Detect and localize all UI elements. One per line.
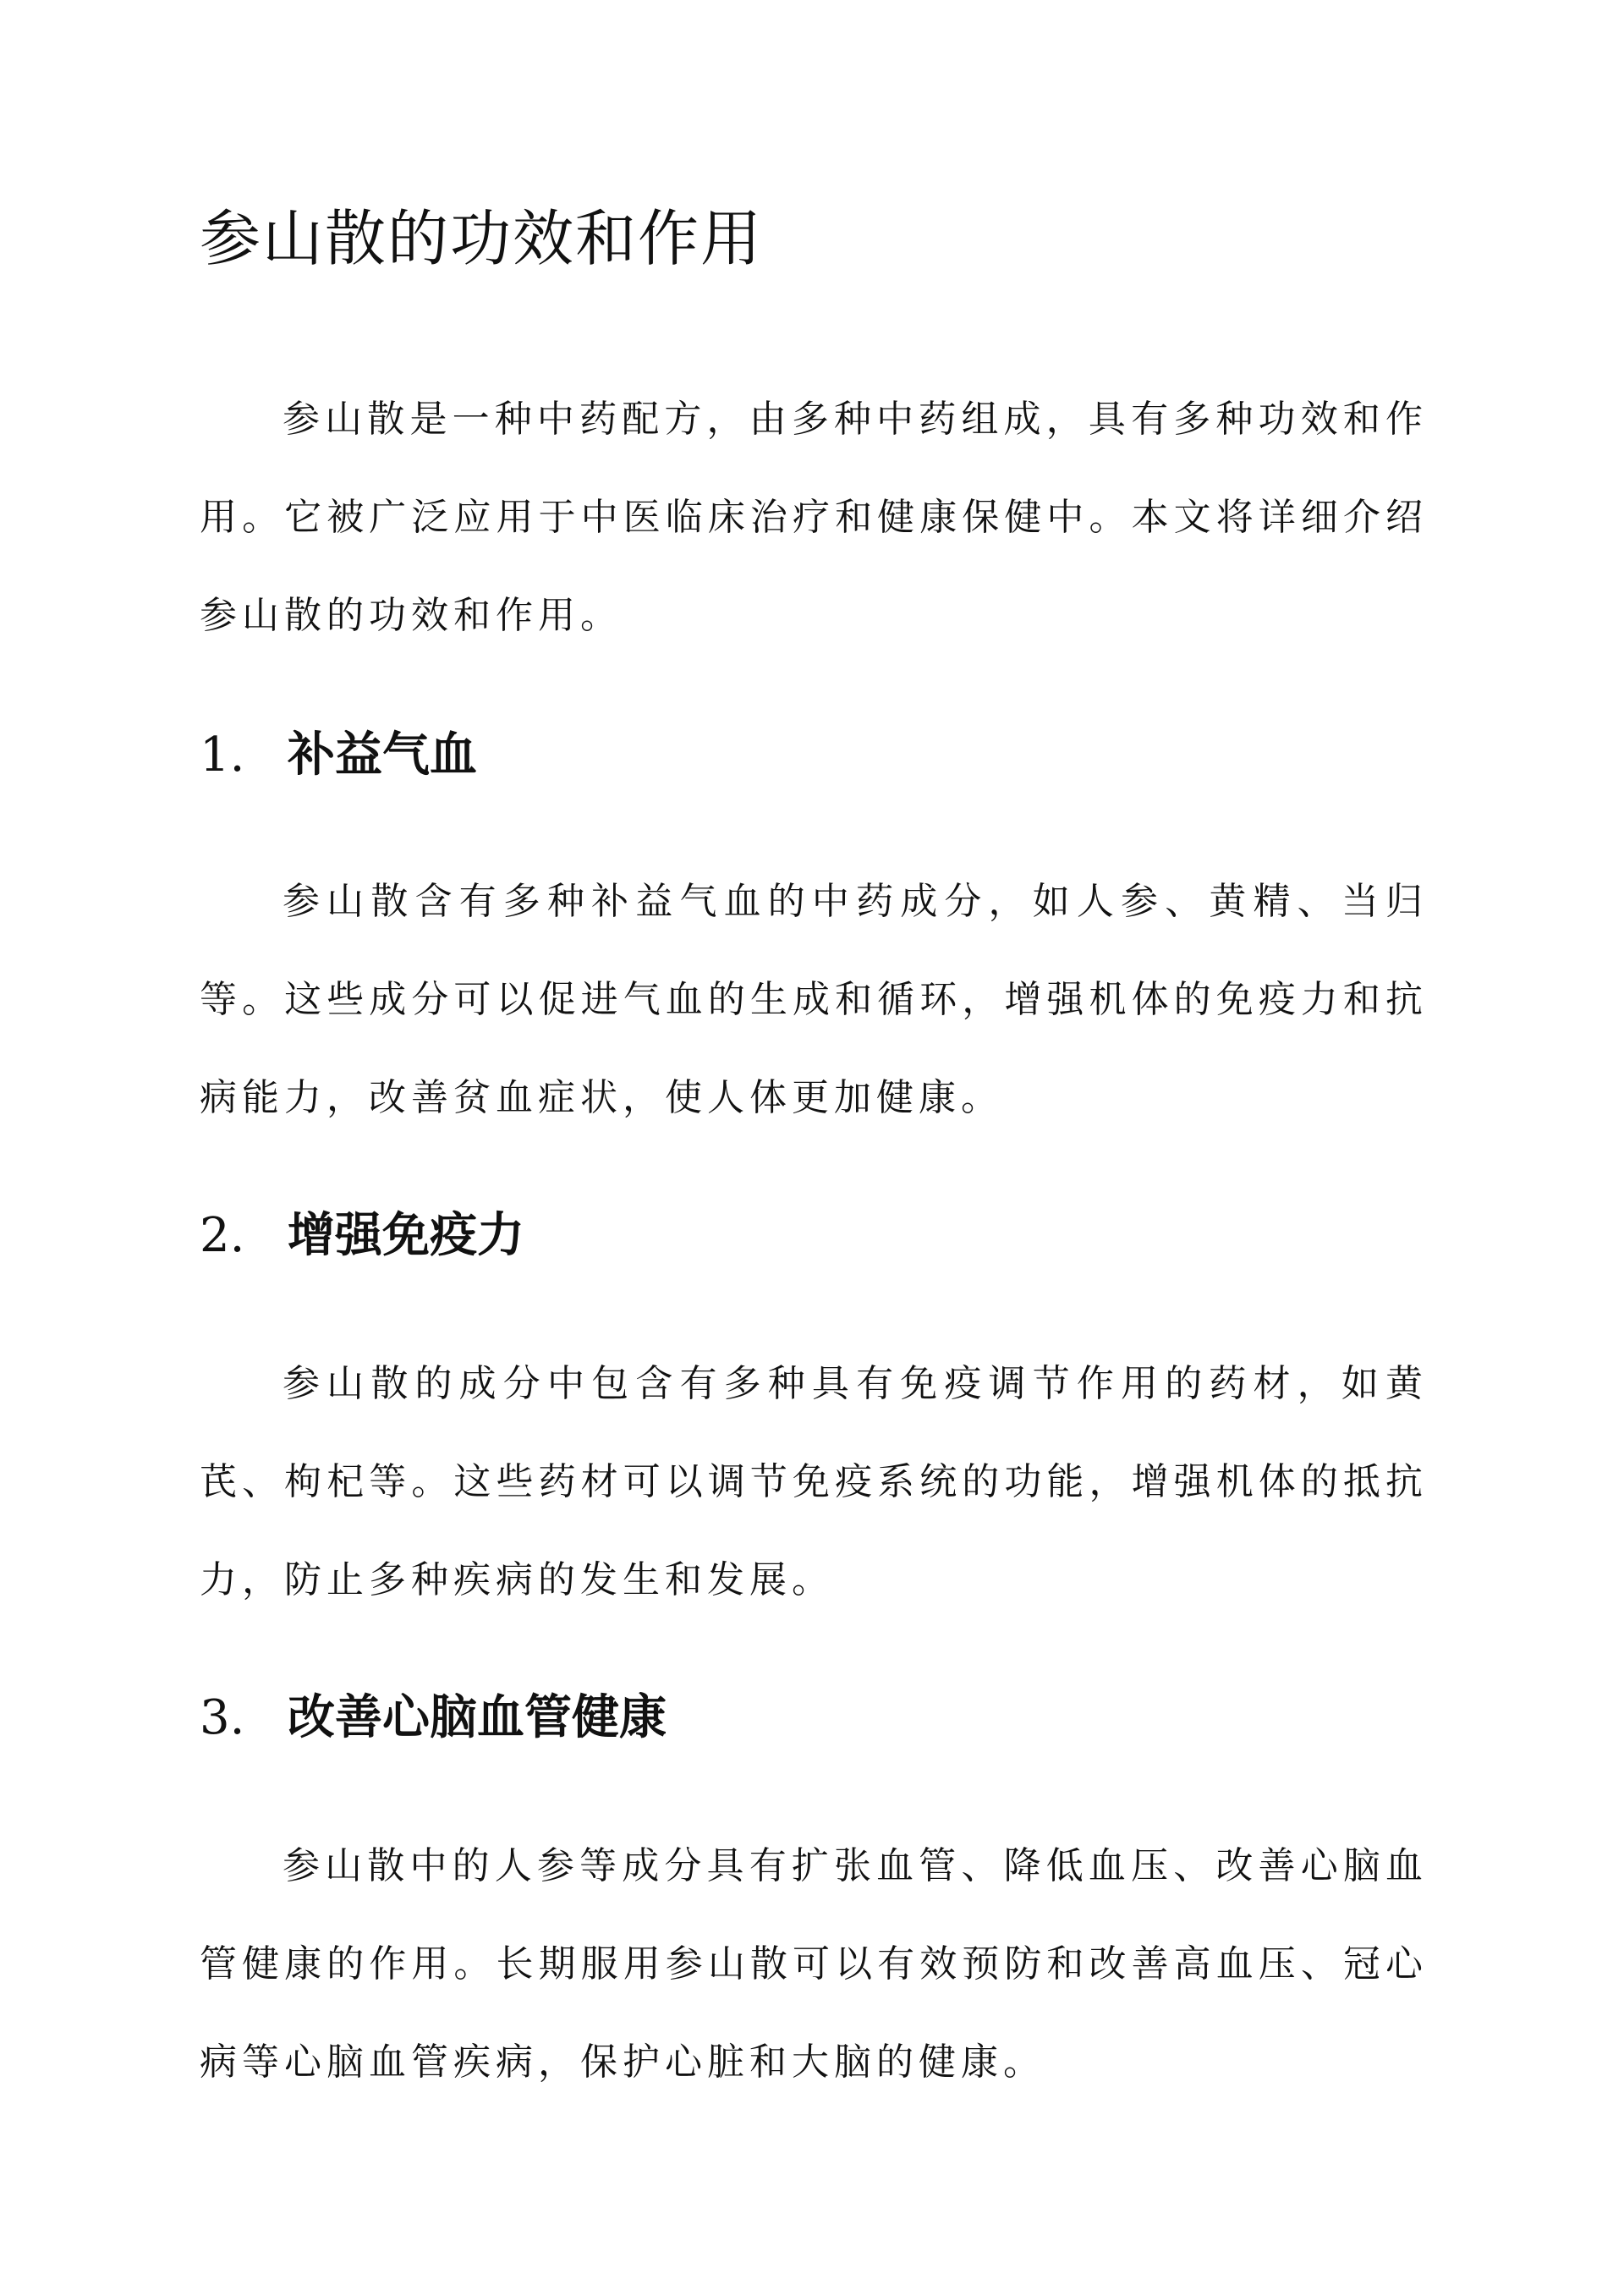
section-heading-2 xyxy=(200,1201,524,1270)
intro-paragraph: 参山散是一种中药配方，由多种中药组成，具有多种功效和作用。它被广泛应用于中医临床治疗和健康保健中。本文将详细介绍参山散的功效和作用。 xyxy=(200,398,1428,637)
section-title: 改善心脑血管健康 xyxy=(288,1689,667,1745)
page-title: 参山散的功效和作用 xyxy=(200,203,764,274)
section-heading-3 xyxy=(200,1684,667,1752)
section-title: 增强免疫力 xyxy=(288,1207,524,1263)
section-body-2: 参山散的成分中包含有多种具有免疫调节作用的药材，如黄芪、枸杞等。这些药材可以调节免疫系统的功能，增强机体的抵抗力，防止多种疾病的发生和发展。 xyxy=(200,1362,1428,1601)
section-number: 3. xyxy=(200,1690,245,1745)
section-number: 1. xyxy=(200,728,245,783)
section-body-1: 参山散含有多种补益气血的中药成分，如人参、黄精、当归等。这些成分可以促进气血的生成和循环，增强机体的免疫力和抗病能力，改善贫血症状，使人体更加健康。 xyxy=(200,880,1428,1119)
section-body-3: 参山散中的人参等成分具有扩张血管、降低血压、改善心脑血管健康的作用。长期服用参山散可以有效预防和改善高血压、冠心病等心脑血管疾病，保护心脏和大脑的健康。 xyxy=(200,1844,1428,2084)
section-title: 补益气血 xyxy=(288,727,477,783)
section-number: 2. xyxy=(200,1208,245,1263)
section-heading-1 xyxy=(200,721,477,789)
